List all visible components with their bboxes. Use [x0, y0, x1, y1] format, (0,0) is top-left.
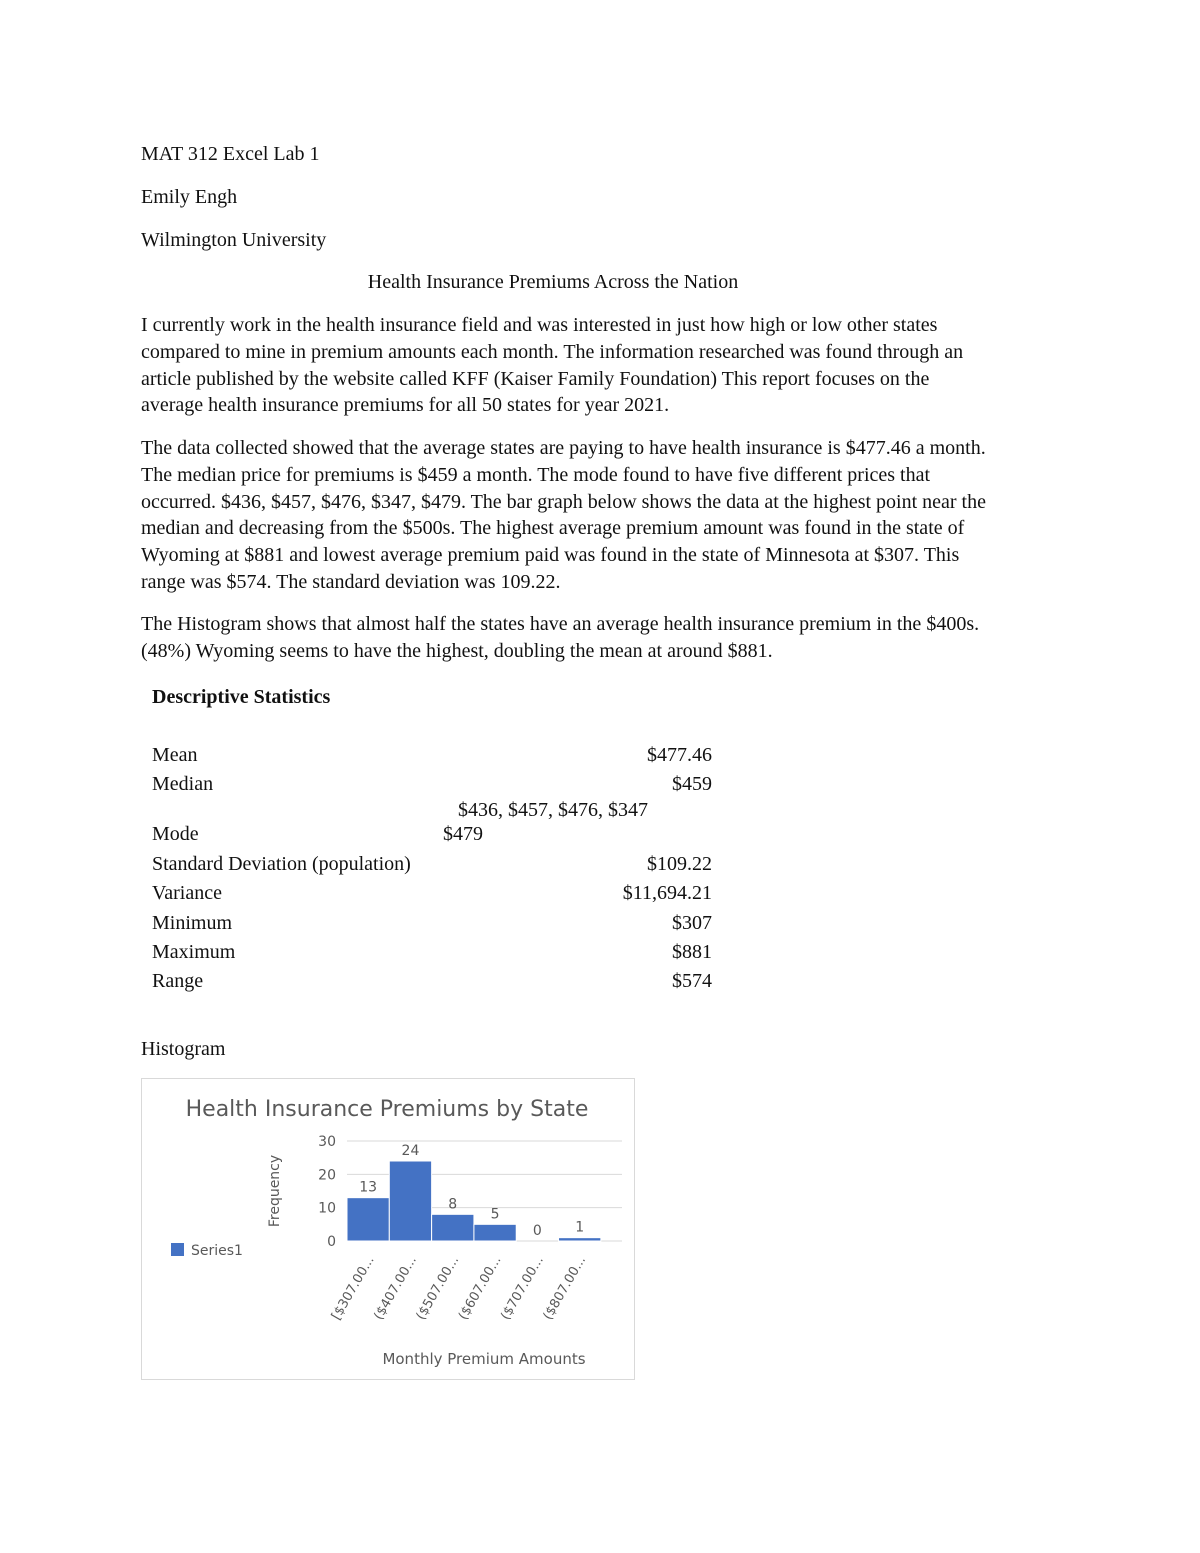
paragraph-line: average health insurance premiums for all 50 states for year 2021. [141, 394, 670, 417]
x-axis-label: Monthly Premium Amounts [382, 1350, 586, 1368]
bar-value-label: 13 [359, 1179, 378, 1196]
bar-value-label: 24 [401, 1143, 420, 1159]
bar-value-label: 5 [490, 1206, 500, 1223]
stat-row-range [152, 969, 712, 993]
y-tick-label: 20 [318, 1167, 336, 1184]
x-tick-label: ($507.00... [413, 1253, 463, 1323]
stat-label: Range [152, 970, 204, 992]
histogram-bar [347, 1198, 389, 1241]
histogram-bar [474, 1224, 516, 1241]
y-tick-label: 10 [318, 1200, 336, 1217]
paragraph-line: median and decreasing from the $500s. The highest average premium amount was found in the state of [141, 517, 965, 540]
bar-value-label: 0 [532, 1223, 542, 1239]
document-title: Health Insurance Premiums Across the Nation [367, 271, 739, 293]
paragraph-line: article published by the website called KFF (Kaiser Family Foundation) This report focuses on the [141, 367, 930, 390]
paragraph-line: Wyoming at $881 and lowest average premium paid was found in the state of Minnesota at $307. This [141, 544, 960, 567]
stat-label: Variance [152, 882, 222, 904]
bar-value-label: 8 [448, 1196, 458, 1213]
author-line: Emily Engh [141, 186, 238, 208]
histogram-label: Histogram [141, 1038, 226, 1060]
stat-value: $477.46 [647, 744, 712, 766]
paragraph-line: I currently work in the health insurance field and was interested in just how high or low other states [141, 314, 938, 336]
stat-label: Mean [152, 744, 198, 766]
stat-mode-value-line1: $436, $457, $476, $347 [458, 799, 648, 821]
paragraph-line: The Histogram shows that almost half the states have an average health insurance premium in the $400s. [141, 613, 980, 635]
chart-title: Health Insurance Premiums by State [185, 1097, 589, 1122]
stat-value: $881 [672, 941, 712, 963]
paragraph-line: (48%) Wyoming seems to have the highest, doubling the mean at around $881. [141, 639, 773, 662]
legend-swatch [171, 1243, 184, 1256]
x-tick-label: ($807.00... [540, 1253, 590, 1323]
stat-label: Mode [152, 823, 199, 845]
stat-row-mean [152, 743, 712, 767]
y-axis-label: Frequency [267, 1154, 283, 1228]
stat-value: $11,694.21 [622, 882, 712, 904]
bar-value-label: 1 [575, 1219, 585, 1236]
x-tick-label: [$307.00... [329, 1253, 378, 1323]
histogram-bar [389, 1161, 431, 1241]
y-tick-label: 0 [327, 1234, 336, 1250]
paragraph-findings [141, 435, 1061, 596]
paragraph-line: compared to mine in premium amounts each month. The information researched was found through an [141, 340, 964, 363]
legend-label: Series1 [191, 1243, 243, 1259]
stat-row-sd [152, 852, 712, 876]
stat-row-maximum [152, 940, 712, 964]
stat-value: $109.22 [647, 853, 712, 875]
histogram-svg [142, 1079, 634, 1379]
stats-heading: Descriptive Statistics [152, 686, 331, 708]
stat-row-minimum [152, 911, 712, 935]
stat-label: Median [152, 773, 214, 795]
institution-line: Wilmington University [141, 229, 327, 251]
histogram-bar [559, 1238, 601, 1241]
stat-value: $459 [672, 773, 712, 795]
course-line: MAT 312 Excel Lab 1 [141, 143, 320, 165]
paragraph-line: range was $574. The standard deviation was 109.22. [141, 570, 561, 593]
paragraph-histogram-summary [141, 611, 1061, 665]
paragraph-line: The data collected showed that the average states are paying to have health insurance is $477.46 a month. [141, 437, 986, 459]
stat-label: Standard Deviation (population) [152, 853, 411, 875]
paragraph-intro [141, 312, 1061, 419]
stat-label: Maximum [152, 941, 236, 963]
stat-mode-value-line2: $479 [443, 823, 483, 845]
histogram-bar [432, 1214, 474, 1241]
histogram-chart [141, 1078, 635, 1380]
stat-value: $307 [672, 912, 712, 934]
stat-row-median [152, 772, 712, 796]
paragraph-line: occurred. $436, $457, $476, $347, $479. The bar graph below shows the data at the highest point near the [141, 490, 986, 513]
x-tick-label: ($607.00... [455, 1253, 505, 1323]
stat-label: Minimum [152, 912, 233, 934]
stat-row-mode [152, 822, 712, 846]
x-tick-label: ($407.00... [371, 1253, 420, 1323]
paragraph-line: The median price for premiums is $459 a month. The mode found to have five different prices that [141, 463, 931, 486]
stat-value: $574 [672, 970, 712, 992]
y-tick-label: 30 [318, 1134, 336, 1150]
stat-row-variance [152, 881, 712, 905]
x-tick-label: ($707.00... [498, 1253, 547, 1323]
